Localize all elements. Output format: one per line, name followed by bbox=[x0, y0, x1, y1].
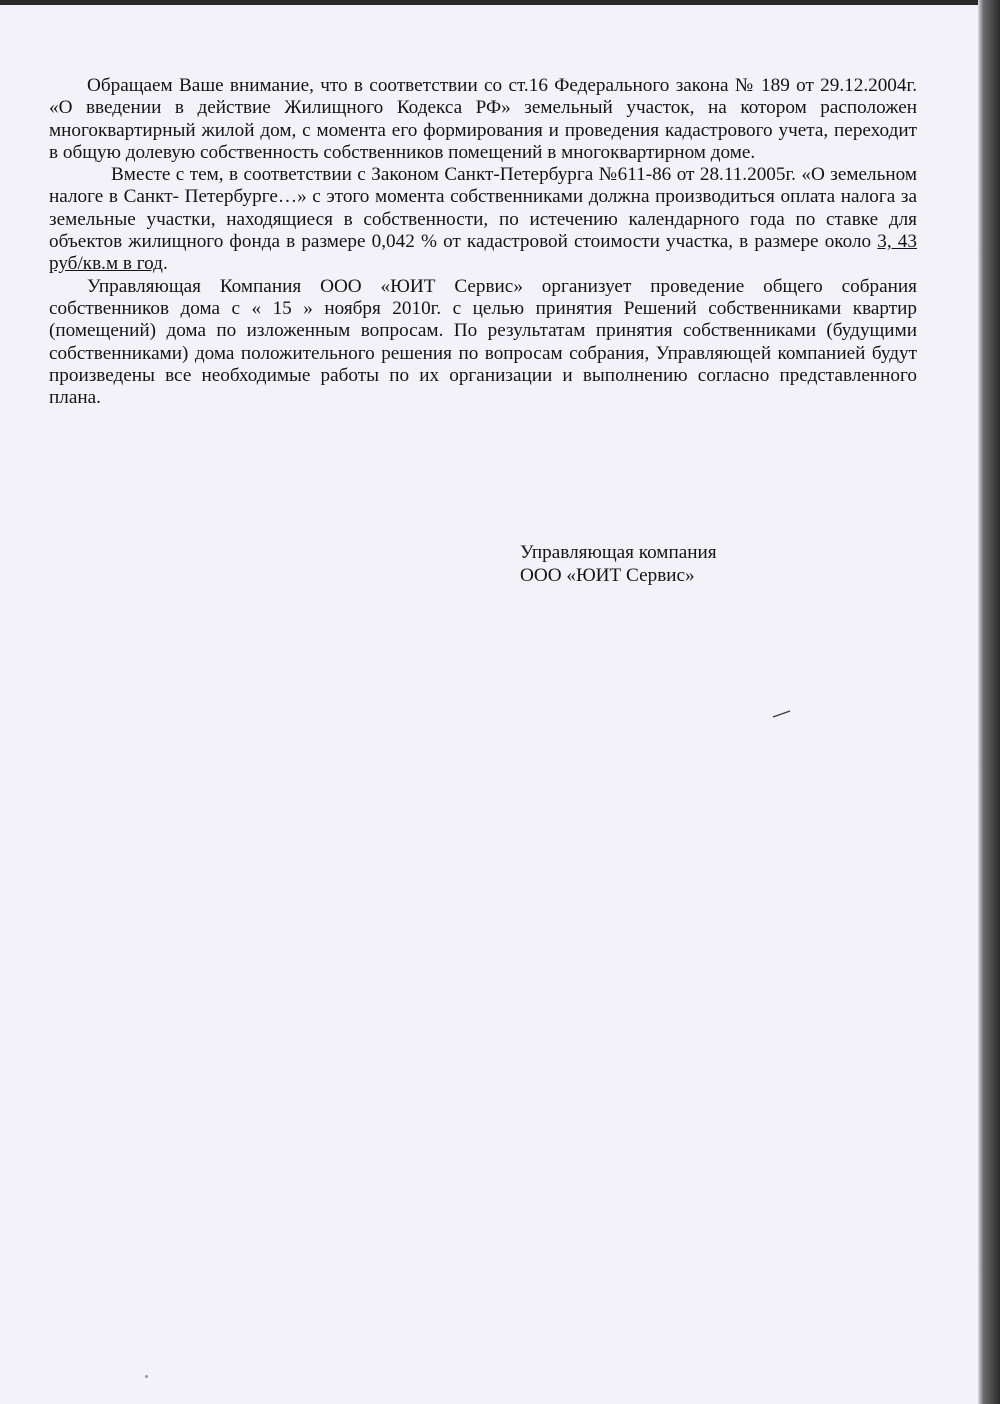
document-page bbox=[0, 5, 978, 1404]
paragraph-land-tax bbox=[49, 164, 917, 275]
scan-speck bbox=[145, 1375, 148, 1378]
signature-company-name: ООО «ЮИТ Сервис» bbox=[520, 564, 695, 586]
tax-amount: 3, 43 руб/кв.м в год bbox=[49, 231, 917, 275]
pen-stroke-mark bbox=[772, 709, 792, 719]
scan-right-border bbox=[978, 0, 1000, 1404]
land-tax-end: . bbox=[162, 253, 168, 275]
signature-company-type: Управляющая компания bbox=[520, 542, 717, 563]
paragraph-meeting: Управляющая Компания ООО «ЮИТ Сервис» организует проведение общего собрания собственников дома с « 15 » ноября 2010г. с целью принятия Решений собственниками квартир (помещений) дома по изложенным вопросам. По результатам принятия собственниками (будущими собственниками) дома положительного решения по вопросам собрания, Управляющей компанией будут произведены все необходимые работы по их организации и выполнению согласно представленного плана. bbox=[49, 275, 917, 409]
paragraph-land-ownership: Обращаем Ваше внимание, что в соответствии со ст.16 Федерального закона № 189 от 29.12.2004г. «О введении в действие Жилищного Кодекса РФ» земельный участок, на котором расположен многоквартирный жилой дом, с момента его формирования и проведения кадастрового учета, переходит в общую долевую собственность собственников помещений в многоквартирном доме. bbox=[49, 75, 917, 163]
signature-block bbox=[520, 542, 717, 587]
land-tax-text: Вместе с тем, в соответствии с Законом Санкт-Петербурга №611-86 от 28.11.2005г. «О земельном налоге в Санкт- Петербурге…» с этого момента собственниками должна производиться оплата налога за земельные участки, находящиеся в собственности, по истечению календарного года по ставке для объектов жилищного фонда в размере 0,042 % от кадастровой стоимости участка, в размере около bbox=[49, 164, 917, 253]
letter-body bbox=[49, 75, 917, 409]
